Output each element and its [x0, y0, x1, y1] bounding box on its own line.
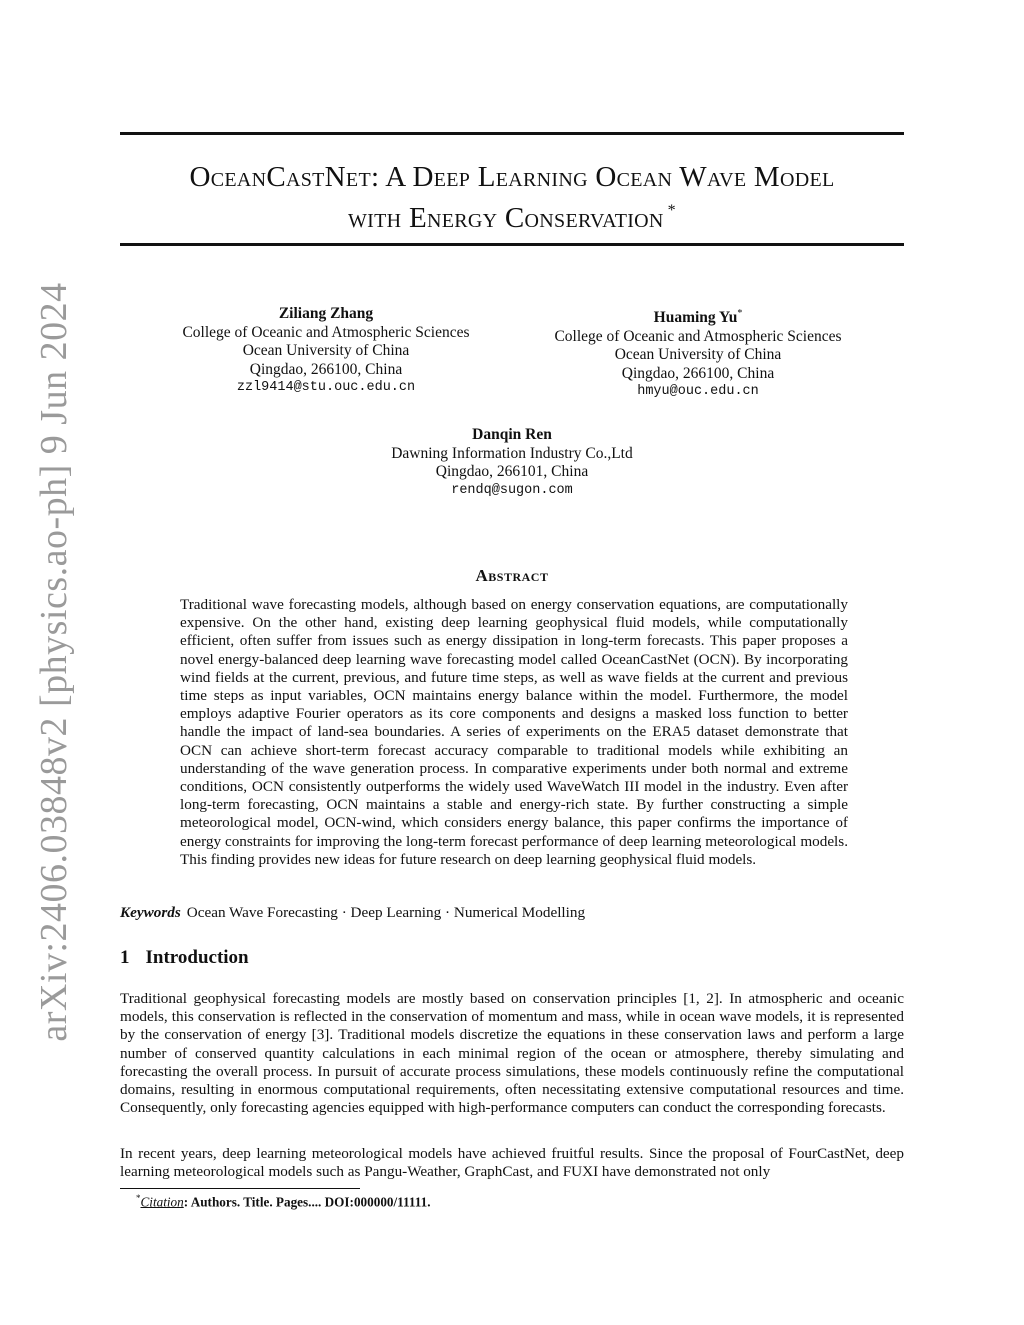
section-title: Introduction: [145, 947, 249, 968]
author-institution: Ocean University of China: [614, 346, 782, 364]
footnote-mark: *: [136, 1193, 141, 1203]
author-name-text: Huaming Yu: [653, 309, 738, 327]
author-block-yu: [512, 305, 884, 402]
paper-title: [120, 160, 904, 235]
corresponding-author-mark: *: [737, 308, 743, 319]
title-line-2-text: with Energy Conservation: [348, 202, 664, 234]
section-heading-introduction: [120, 947, 249, 969]
author-address: Qingdao, 266101, China: [435, 463, 589, 480]
author-address: Qingdao, 266100, China: [249, 360, 403, 378]
author-address: Qingdao, 266100, China: [621, 364, 775, 382]
title-top-rule: [120, 132, 904, 135]
citation-label: Citation: [140, 1194, 184, 1210]
author-block-zhang: [140, 305, 512, 398]
section-number: 1: [120, 947, 130, 968]
author-name: [512, 305, 884, 328]
keywords-label: Keywords: [120, 904, 181, 921]
author-block-ren: [312, 426, 712, 500]
author-email[interactable]: hmyu@ouc.edu.cn: [637, 384, 759, 400]
title-bottom-rule: [120, 243, 904, 246]
author-name: Danqin Ren: [472, 426, 552, 443]
author-affiliation: Dawning Information Industry Co.,Ltd: [391, 444, 633, 462]
author-email[interactable]: zzl9414@stu.ouc.edu.cn: [236, 380, 416, 395]
author-affiliation: College of Oceanic and Atmospheric Sciences: [554, 327, 842, 345]
intro-paragraph-2: In recent years, deep learning meteorological models have achieved fruitful results. Since the proposal of FourCastNet, deep learning meteorological models such as Pangu-Weather, GraphCast, and FUXI have demonstrated not only: [120, 1145, 904, 1181]
title-line-1: OceanCastNet: A Deep Learning Ocean Wave Model: [189, 161, 835, 193]
abstract-text: Traditional wave forecasting models, although based on energy conservation equations, are computationally expensive. On the other hand, existing deep learning geophysical fluid models, while computationally efficient, often suffer from issues such as energy dissipation in long-term forecasts. This paper proposes a novel energy-balanced deep learning wave forecasting model called OceanCastNet (OCN). By incorporating wind fields at the current, previous, and future time steps, as well as wave fields at the current and previous time steps as input variables, OCN maintains energy balance within the model. Furthermore, the model employs adaptive Fourier operators as its core components and designs a masked loss function to better handle the impact of land-sea boundaries. A series of experiments on the ERA5 dataset demonstrate that OCN can achieve short-term forecast accuracy comparable to traditional models while exhibiting an understanding of the wave generation process. In comparative experiments under both normal and extreme conditions, OCN consistently outperforms the widely used WaveWatch III model in the industry. Even after long-term forecasting, OCN maintains a stable and energy-rich state. By further constructing a simple meteorological model, OCN-wind, which considers energy balance, this paper confirms the importance of energy constraints for improving the long-term forecast performance of deep learning meteorological models. This finding provides new ideas for future research on deep learning geophysical fluid models.: [180, 596, 848, 868]
footnote: [136, 1193, 431, 1210]
author-name: Ziliang Zhang: [278, 305, 374, 322]
author-affiliation: College of Oceanic and Atmospheric Sciences: [182, 323, 470, 341]
title-line-2: [120, 194, 904, 235]
intro-paragraph-1: Traditional geophysical forecasting models are mostly based on conservation principles [1, 2]. In atmospheric and oceanic models, this conservation is reflected in the conservation of momentum and mass, while in ocean wave models, it is represented by the conservation of energy [3]. Traditional models discretize the equations in these conservation laws and perform a large number of conserved quantity calculations in each minimal region of the ocean or atmosphere, thereby simulating and forecasting the overall process. In pursuit of accurate process simulations, these models continuously refine the computational domains, resulting in enormous computational requirements, often necessitating extensive computational resources and time. Consequently, only forecasting agencies equipped with high-performance computers can conduct the corresponding forecasts.: [120, 990, 904, 1117]
author-email[interactable]: rendq@sugon.com: [451, 482, 573, 498]
keywords-text: Ocean Wave Forecasting · Deep Learning · Numerical Modelling: [186, 904, 586, 921]
abstract-heading: Abstract: [475, 566, 549, 585]
footnote-rule: [120, 1188, 360, 1189]
arxiv-identifier-stamp: arXiv:2406.03848v2 [physics.ao-ph] 9 Jun 2024: [33, 282, 75, 1042]
keywords-line: [120, 904, 585, 922]
title-footnote-mark: *: [667, 202, 676, 219]
footnote-text: : Authors. Title. Pages.... DOI:000000/11111.: [183, 1194, 431, 1210]
author-institution: Ocean University of China: [242, 342, 410, 359]
